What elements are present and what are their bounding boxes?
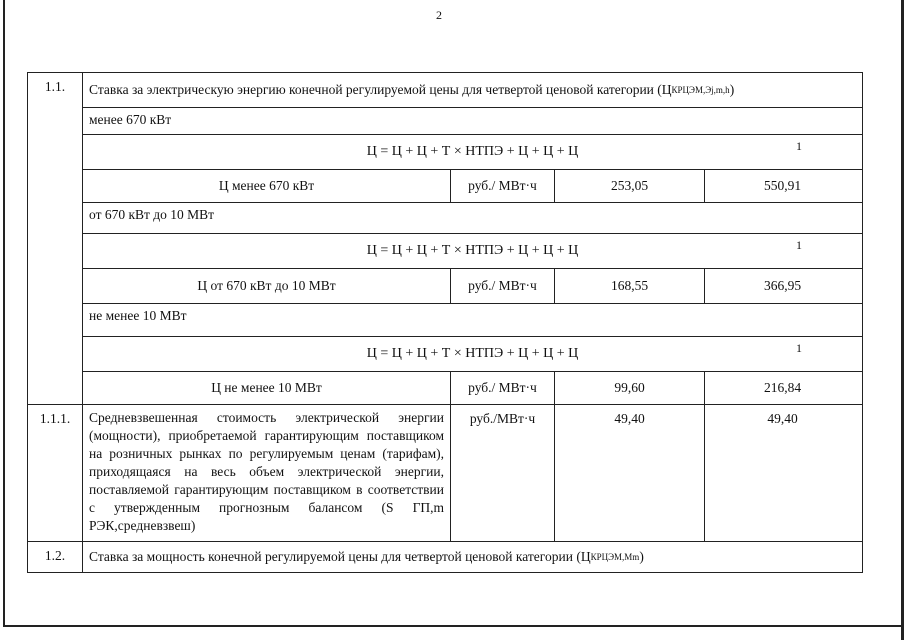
group-label: менее 670 кВт <box>83 107 862 134</box>
row-1-1 <box>28 72 862 404</box>
scan-border-right <box>901 0 904 640</box>
formula-text: Ц = Ц + Ц + Т × НТПЭ + Ц + Ц + Ц <box>366 243 579 258</box>
cell-value-1: 253,05 <box>555 170 705 202</box>
cell-unit: руб./МВт·ч <box>451 405 555 541</box>
values-row <box>83 268 862 303</box>
row-1-1-1 <box>28 404 862 541</box>
cell-unit: руб./ МВт·ч <box>451 372 555 404</box>
formula-row <box>83 233 862 268</box>
cell-value-1: 49,40 <box>555 405 705 541</box>
cell-label: Ц менее 670 кВт <box>83 170 451 202</box>
formula-row <box>83 336 862 371</box>
cell-unit: руб./ МВт·ч <box>451 170 555 202</box>
values-row <box>83 169 862 202</box>
cell-unit: руб./ МВт·ч <box>451 269 555 303</box>
row-description: Средневзвешенная стоимость электрической энергии (мощности), приобретаемой гарантирующим поставщиком на розничных рынках по регулируемым ценам (тарифам), приходящаяся на весь объем электрической энергии, поставляемой гарантирующим поставщиком в соответствии с утвержденным прогнозным балансом (S ГП,m РЭК,средневзвеш) <box>83 405 451 541</box>
row-title: Ставка за мощность конечной регулируемой цены для четвертой ценовой категории (Ц КРЦЭМ,М m ) <box>89 549 644 564</box>
tariff-table <box>27 72 863 573</box>
cell-label: Ц не менее 10 МВт <box>83 372 451 404</box>
row-content <box>83 73 862 404</box>
cell-value-1: 168,55 <box>555 269 705 303</box>
row-title: Ставка за электрическую энергию конечной регулируемой цены для четвертой ценовой категории (Ц КРЦЭМ,Э j,m,h ) <box>89 82 735 97</box>
formula-mark: 1 <box>796 238 802 252</box>
scan-border-left <box>3 0 5 626</box>
formula-mark: 1 <box>796 341 802 355</box>
cell-value-1: 99,60 <box>555 372 705 404</box>
formula-text: Ц = Ц + Ц + Т × НТПЭ + Ц + Ц + Ц <box>366 346 579 361</box>
formula-mark: 1 <box>796 139 802 153</box>
formula-text: Ц = Ц + Ц + Т × НТПЭ + Ц + Ц + Ц <box>366 144 579 159</box>
cell-value-2: 550,91 <box>763 178 802 193</box>
group-label: не менее 10 МВт <box>83 303 862 336</box>
group-label: от 670 кВт до 10 МВт <box>83 202 862 233</box>
values-row <box>83 371 862 404</box>
cell-value-2: 216,84 <box>763 380 802 395</box>
values-row <box>83 405 862 541</box>
cell-label: Ц от 670 кВт до 10 МВт <box>83 269 451 303</box>
cell-value-2: 49,40 <box>767 411 798 426</box>
row-number: 1.1.1. <box>28 405 83 541</box>
row-1-2 <box>28 541 862 573</box>
row-number: 1.2. <box>28 542 83 572</box>
page-number: 2 <box>436 8 442 22</box>
scan-border-bottom <box>3 625 904 627</box>
formula-row <box>83 134 862 169</box>
row-number: 1.1. <box>28 73 83 404</box>
cell-value-2: 366,95 <box>763 278 802 293</box>
